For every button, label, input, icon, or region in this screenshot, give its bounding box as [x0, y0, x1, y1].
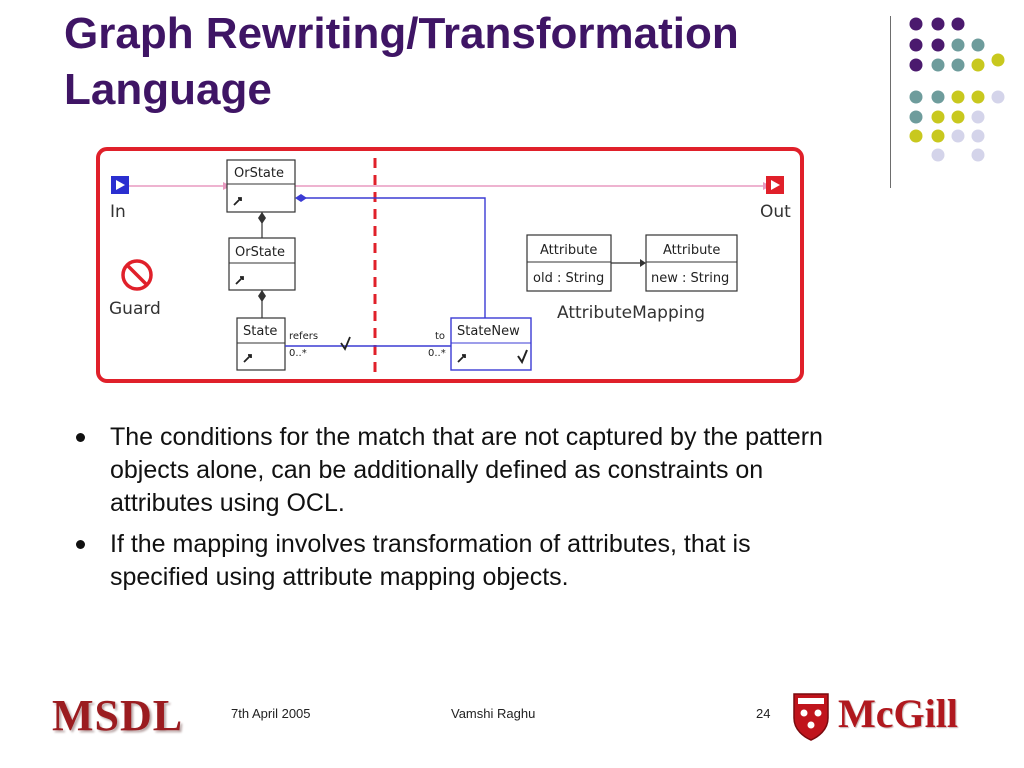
dot-row-2	[910, 39, 985, 52]
refers-multiplicity: 0..*	[289, 348, 307, 359]
out-label: Out	[760, 202, 791, 222]
orstate-top-node	[227, 160, 295, 212]
mcgill-logo-text: McGill	[838, 691, 958, 736]
attribute-old-node	[527, 235, 611, 291]
attribute-new-node	[646, 235, 737, 291]
attribute-mapping-label: AttributeMapping	[557, 303, 706, 323]
orstate-top-label: OrState	[234, 166, 284, 181]
mcgill-logo	[790, 688, 990, 748]
state-label: State	[243, 324, 278, 339]
bullet-list	[76, 421, 836, 602]
bullet-text: The conditions for the match that are not captured by the pattern objects alone, can be additionally defined as constraints on attributes using OCL.	[110, 423, 823, 517]
footer-page-number: 24	[756, 706, 771, 721]
footer-date: 7th April 2005	[231, 706, 311, 721]
mcgill-crest-icon	[790, 690, 832, 742]
dot-row-6	[910, 130, 985, 143]
bullet-icon	[76, 433, 85, 442]
rule-diagram	[95, 146, 805, 384]
slide-title	[64, 6, 864, 118]
statenew-label: StateNew	[457, 324, 520, 339]
orstate-mid-node	[229, 238, 295, 290]
attribute-old-title: Attribute	[540, 243, 598, 258]
to-label: to	[435, 331, 446, 342]
footer-author: Vamshi Raghu	[451, 706, 536, 721]
bullet-text: If the mapping involves transformation of attributes, that is specified using attribute mapping objects.	[110, 530, 751, 591]
to-multiplicity: 0..*	[428, 348, 446, 359]
decorative-divider	[890, 16, 891, 188]
msdl-logo: MSDL	[52, 691, 184, 740]
bullet-item	[76, 528, 836, 594]
dot-row-1	[910, 18, 965, 31]
orstate-mid-label: OrState	[235, 245, 285, 260]
dot-row-5	[910, 111, 985, 124]
slide-title-line-2: Language	[64, 65, 272, 114]
bullet-item	[76, 421, 836, 520]
refers-label: refers	[289, 331, 319, 342]
bullet-icon	[76, 540, 85, 549]
state-node	[237, 318, 285, 370]
slide-title-line-1: Graph Rewriting/Transformation	[64, 9, 739, 58]
attribute-old-field: old : String	[533, 271, 605, 286]
attribute-new-title: Attribute	[663, 243, 721, 258]
dot-row-3	[910, 54, 1005, 72]
decorative-dot-grid	[902, 16, 1022, 166]
statenew-node	[451, 318, 531, 370]
in-label: In	[110, 202, 126, 222]
dot-row-7	[932, 149, 985, 162]
dot-row-4	[910, 91, 1005, 104]
guard-label: Guard	[109, 299, 161, 319]
attribute-new-field: new : String	[651, 271, 730, 286]
